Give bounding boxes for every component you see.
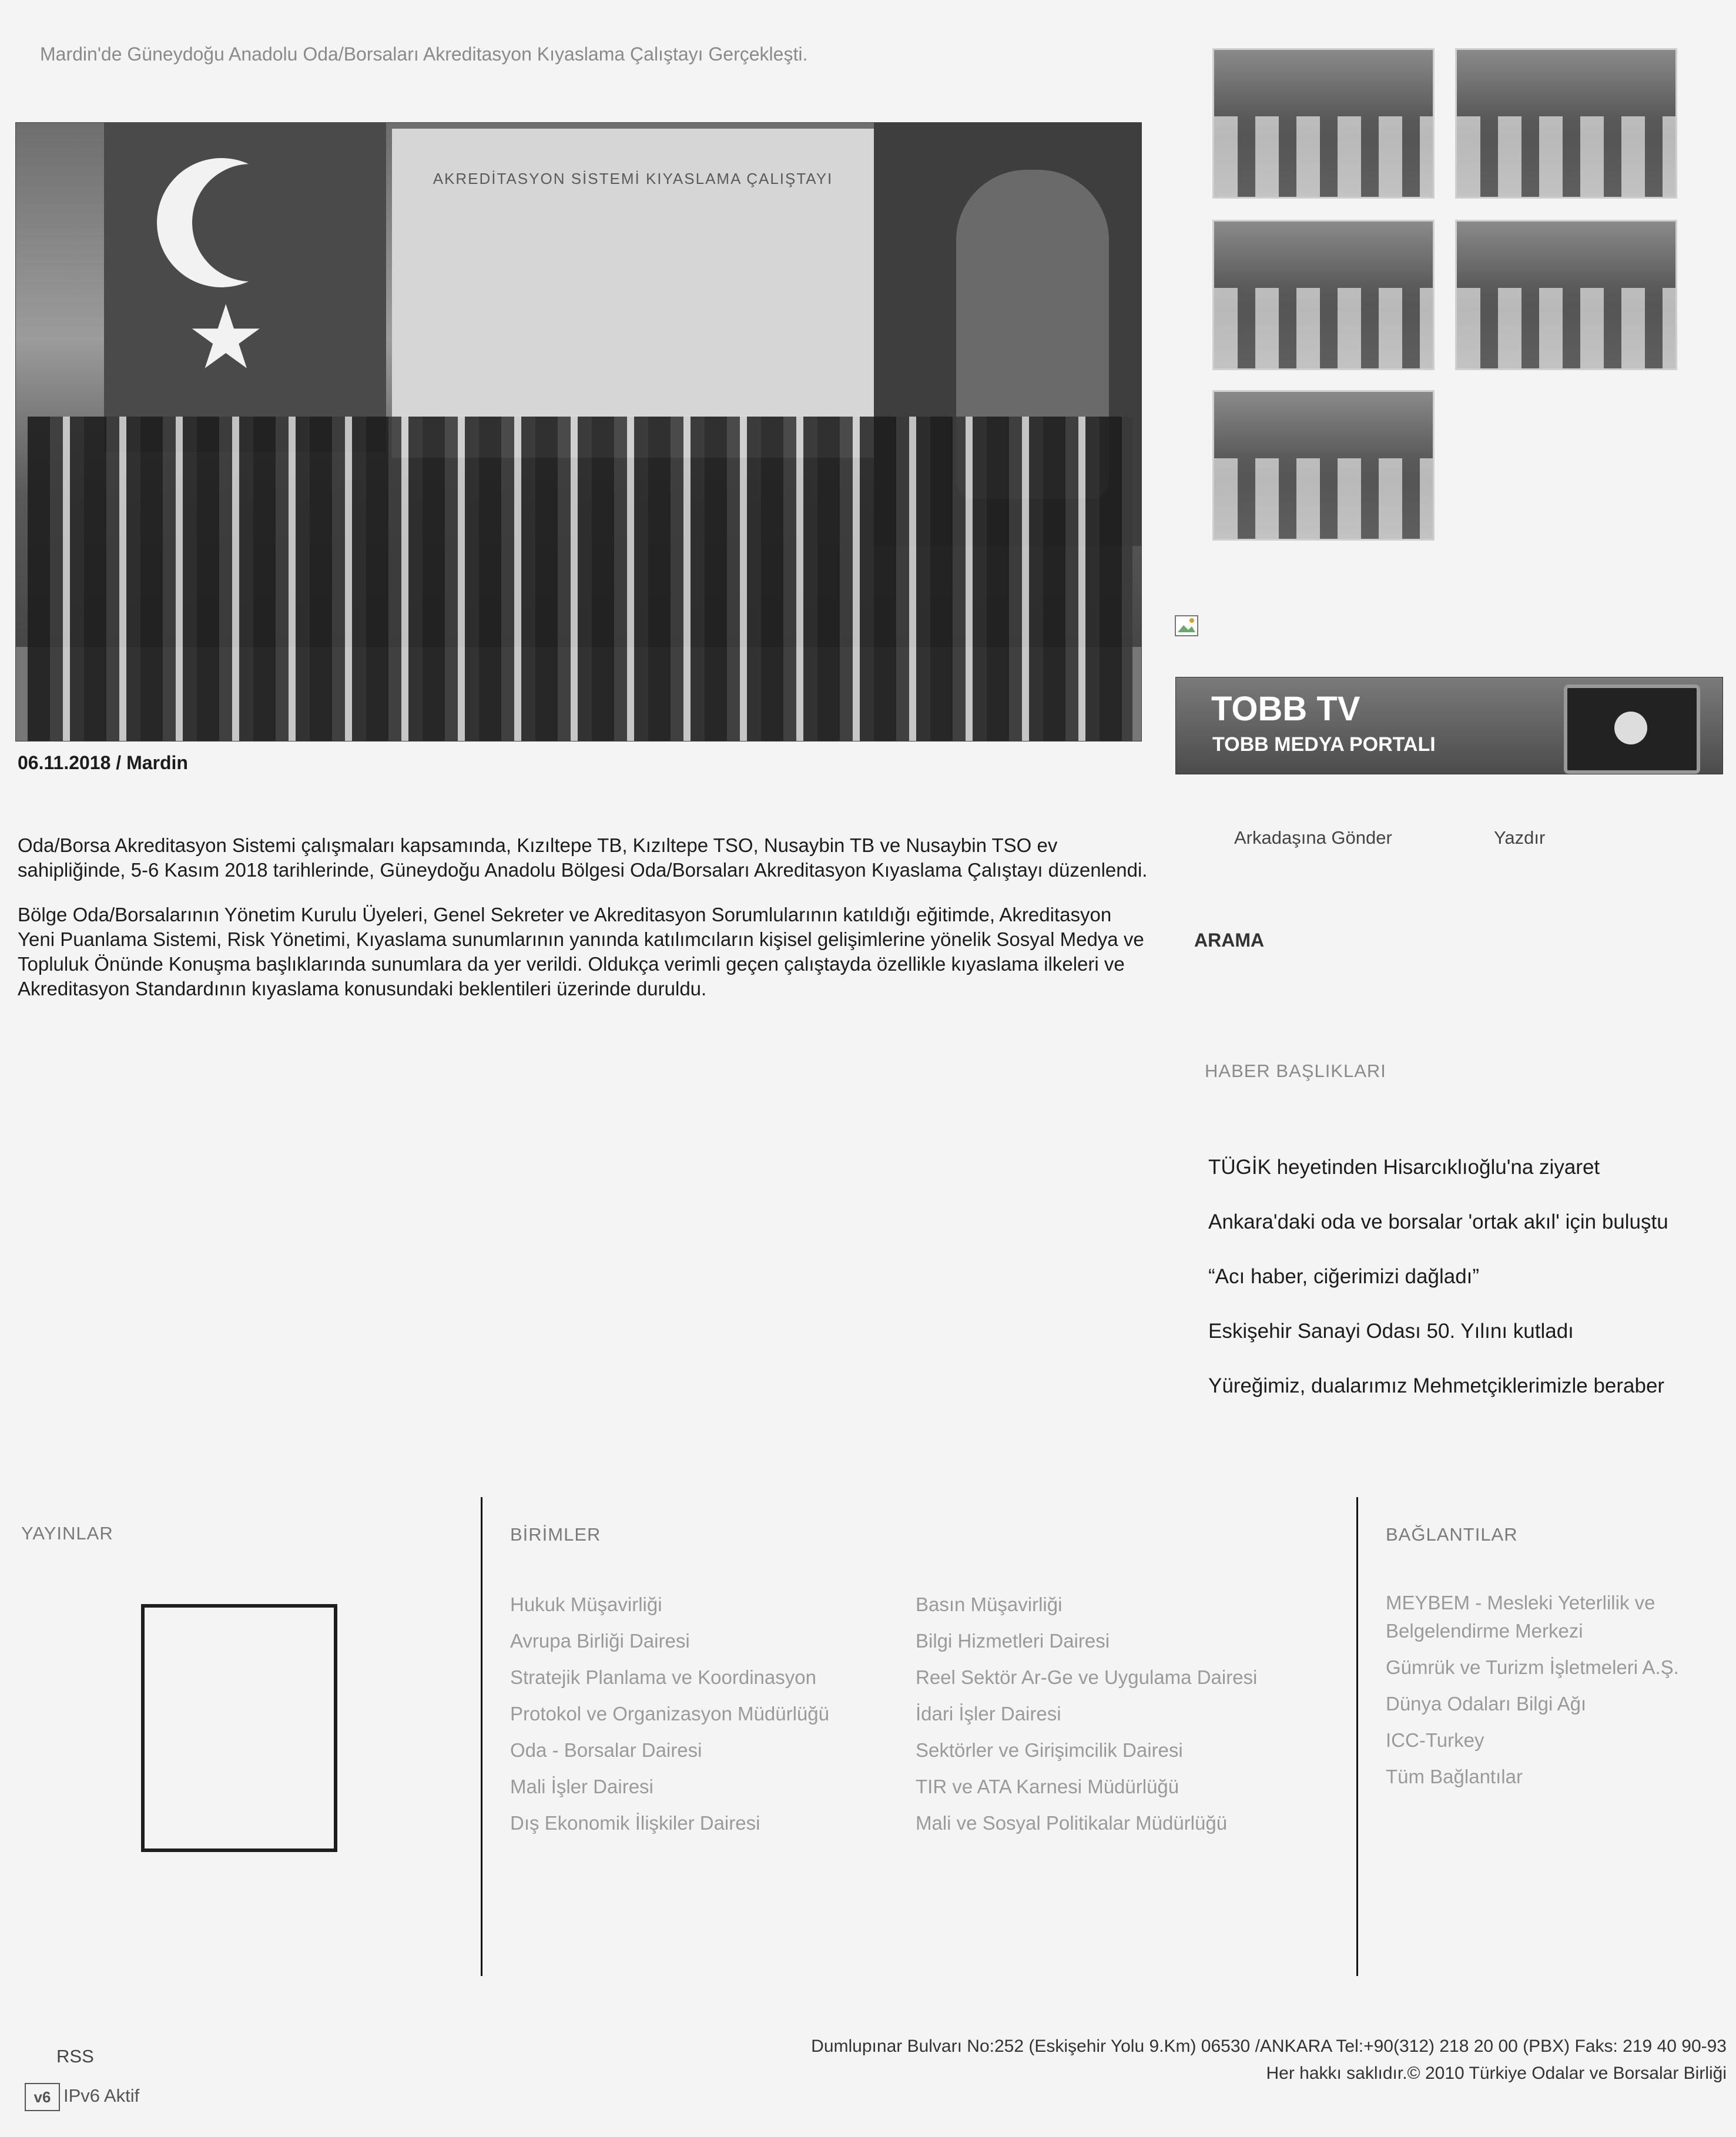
link-item[interactable]: Gümrük ve Turizm İşletmeleri A.Ş. [1386,1656,1679,1678]
gallery-thumbnail[interactable] [1212,390,1435,541]
group-of-participants [28,417,1132,742]
unit-link[interactable]: Bilgi Hizmetleri Dairesi [916,1630,1110,1652]
projection-screen [392,129,874,458]
link-item[interactable]: Dünya Odaları Bilgi Ağı [1386,1693,1587,1715]
news-headline-link[interactable]: “Acı haber, ciğerimizi dağladı” [1208,1265,1480,1288]
unit-link[interactable]: Oda - Borsalar Dairesi [510,1739,702,1761]
footer-divider [1356,1497,1358,1976]
news-headline-link[interactable]: Eskişehir Sanayi Odası 50. Yılını kutladı [1208,1320,1574,1343]
publication-cover[interactable] [141,1604,337,1852]
main-news-photo[interactable] [15,122,1142,742]
gallery-thumbnail[interactable] [1212,48,1435,199]
flag-star-icon: ★ [186,288,266,387]
article-paragraph: Bölge Oda/Borsalarının Yönetim Kurulu Üyeleri, Genel Sekreter ve Akreditasyon Sorumlularının katıldığı eğitimde, Akreditasyon Yeni Puanlama Sistemi, Risk Yönetimi, Kıyaslama sunumlarının yanında katılımcıların kişisel gelişimlerine yönelik Sosyal Medya ve Topluluk Önünde Konuşma başlıklarında sunumlara da yer verildi. Oldukça verimli geçen çalıştayda özellikle kıyaslama ilkeleri ve Akreditasyon Standardının kıyaslama konusundaki beklentileri üzerinde duruldu. [18,904,1144,999]
unit-link[interactable]: Reel Sektör Ar-Ge ve Uygulama Dairesi [916,1666,1258,1688]
tobb-tv-banner[interactable] [1175,677,1723,774]
unit-link[interactable]: Mali İşler Dairesi [510,1776,653,1797]
unit-link[interactable]: Hukuk Müşavirliği [510,1593,662,1615]
send-to-friend-link[interactable]: Arkadaşına Gönder [1234,827,1392,848]
print-link[interactable]: Yazdır [1494,827,1546,848]
gallery-thumbnail[interactable] [1455,48,1677,199]
page-title: Mardin'de Güneydoğu Anadolu Oda/Borsaları Akreditasyon Kıyaslama Çalıştayı Gerçekleşti. [40,43,808,65]
unit-link[interactable]: Protokol ve Organizasyon Müdürlüğü [510,1703,829,1725]
birimler-column-2 [916,1586,1257,1841]
gallery-thumbnail[interactable] [1455,220,1677,370]
unit-link[interactable]: Basın Müşavirliği [916,1593,1063,1615]
ipv6-badge [25,2083,139,2111]
unit-link[interactable]: Dış Ekonomik İlişkiler Dairesi [510,1812,760,1834]
rss-link[interactable]: RSS [56,2046,94,2066]
baglantilar-list [1386,1589,1679,1791]
article-paragraph: Oda/Borsa Akreditasyon Sistemi çalışmaları kapsamında, Kızıltepe TB, Kızıltepe TSO, Nusaybin TB ve Nusaybin TSO ev sahipliğinde, 5-6 Kasım 2018 tarihlerinde, Güneydoğu Anadolu Bölgesi Oda/Borsaları Akreditasyon Kıyaslama Çalıştayı düzenlendi. [18,834,1148,881]
footer-address: Dumlupınar Bulvarı No:252 (Eskişehir Yolu 9.Km) 06530 /ANKARA Tel:+90(312) 218 20 00 (PBX) Faks: 219 40 90-93 [811,2037,1727,2056]
footer-copyright: Her hakkı saklıdır.© 2010 Türkiye Odalar ve Borsalar Birliği [1266,2064,1727,2083]
tv-icon [1564,685,1700,774]
news-date-location: 06.11.2018 / Mardin [18,752,188,773]
unit-link[interactable]: TIR ve ATA Karnesi Müdürlüğü [916,1776,1179,1797]
ipv6-label: IPv6 Aktif [63,2085,140,2106]
broken-image-icon [1174,615,1204,640]
unit-link[interactable]: Avrupa Birliği Dairesi [510,1630,690,1652]
unit-link[interactable]: Sektörler ve Girişimcilik Dairesi [916,1739,1183,1761]
link-item[interactable]: ICC-Turkey [1386,1729,1484,1751]
news-headlines-list [1208,1140,1668,1413]
unit-link[interactable]: Stratejik Planlama ve Koordinasyon [510,1666,816,1688]
tobbtv-subtitle: TOBB MEDYA PORTALI [1212,733,1436,756]
unit-link[interactable]: Mali ve Sosyal Politikalar Müdürlüğü [916,1812,1228,1834]
footer-address-block [811,2033,1727,2087]
link-item[interactable]: Tüm Bağlantılar [1386,1766,1523,1787]
baglantilar-title: BAĞLANTILAR [1386,1524,1518,1545]
news-headline-link[interactable]: Ankara'daki oda ve borsalar 'ortak akıl' için buluştu [1208,1210,1668,1233]
link-item[interactable]: MEYBEM - Mesleki Yeterlilik ve [1386,1592,1655,1613]
search-section-title: ARAMA [1194,930,1265,951]
ipv6-icon: v6 [25,2083,60,2111]
link-item[interactable]: Belgelendirme Merkezi [1386,1620,1583,1642]
news-headline-link[interactable]: Yüreğimiz, dualarımız Mehmetçiklerimizle beraber [1208,1374,1665,1397]
birimler-title: BİRİMLER [510,1524,601,1545]
unit-link[interactable]: İdari İşler Dairesi [916,1703,1061,1725]
news-headlines-title: HABER BAŞLIKLARI [1205,1061,1386,1081]
birimler-column-1 [510,1586,829,1841]
yayinlar-title: YAYINLAR [21,1523,113,1544]
tobbtv-title: TOBB TV [1211,690,1360,728]
footer-divider [481,1497,482,1976]
news-headline-link[interactable]: TÜGİK heyetinden Hisarcıklıoğlu'na ziyaret [1208,1156,1600,1179]
screen-caption: AKREDİTASYON SİSTEMİ KIYASLAMA ÇALIŞTAYI [433,170,833,187]
news-article [18,833,1152,1021]
gallery-thumbnail[interactable] [1212,220,1435,370]
